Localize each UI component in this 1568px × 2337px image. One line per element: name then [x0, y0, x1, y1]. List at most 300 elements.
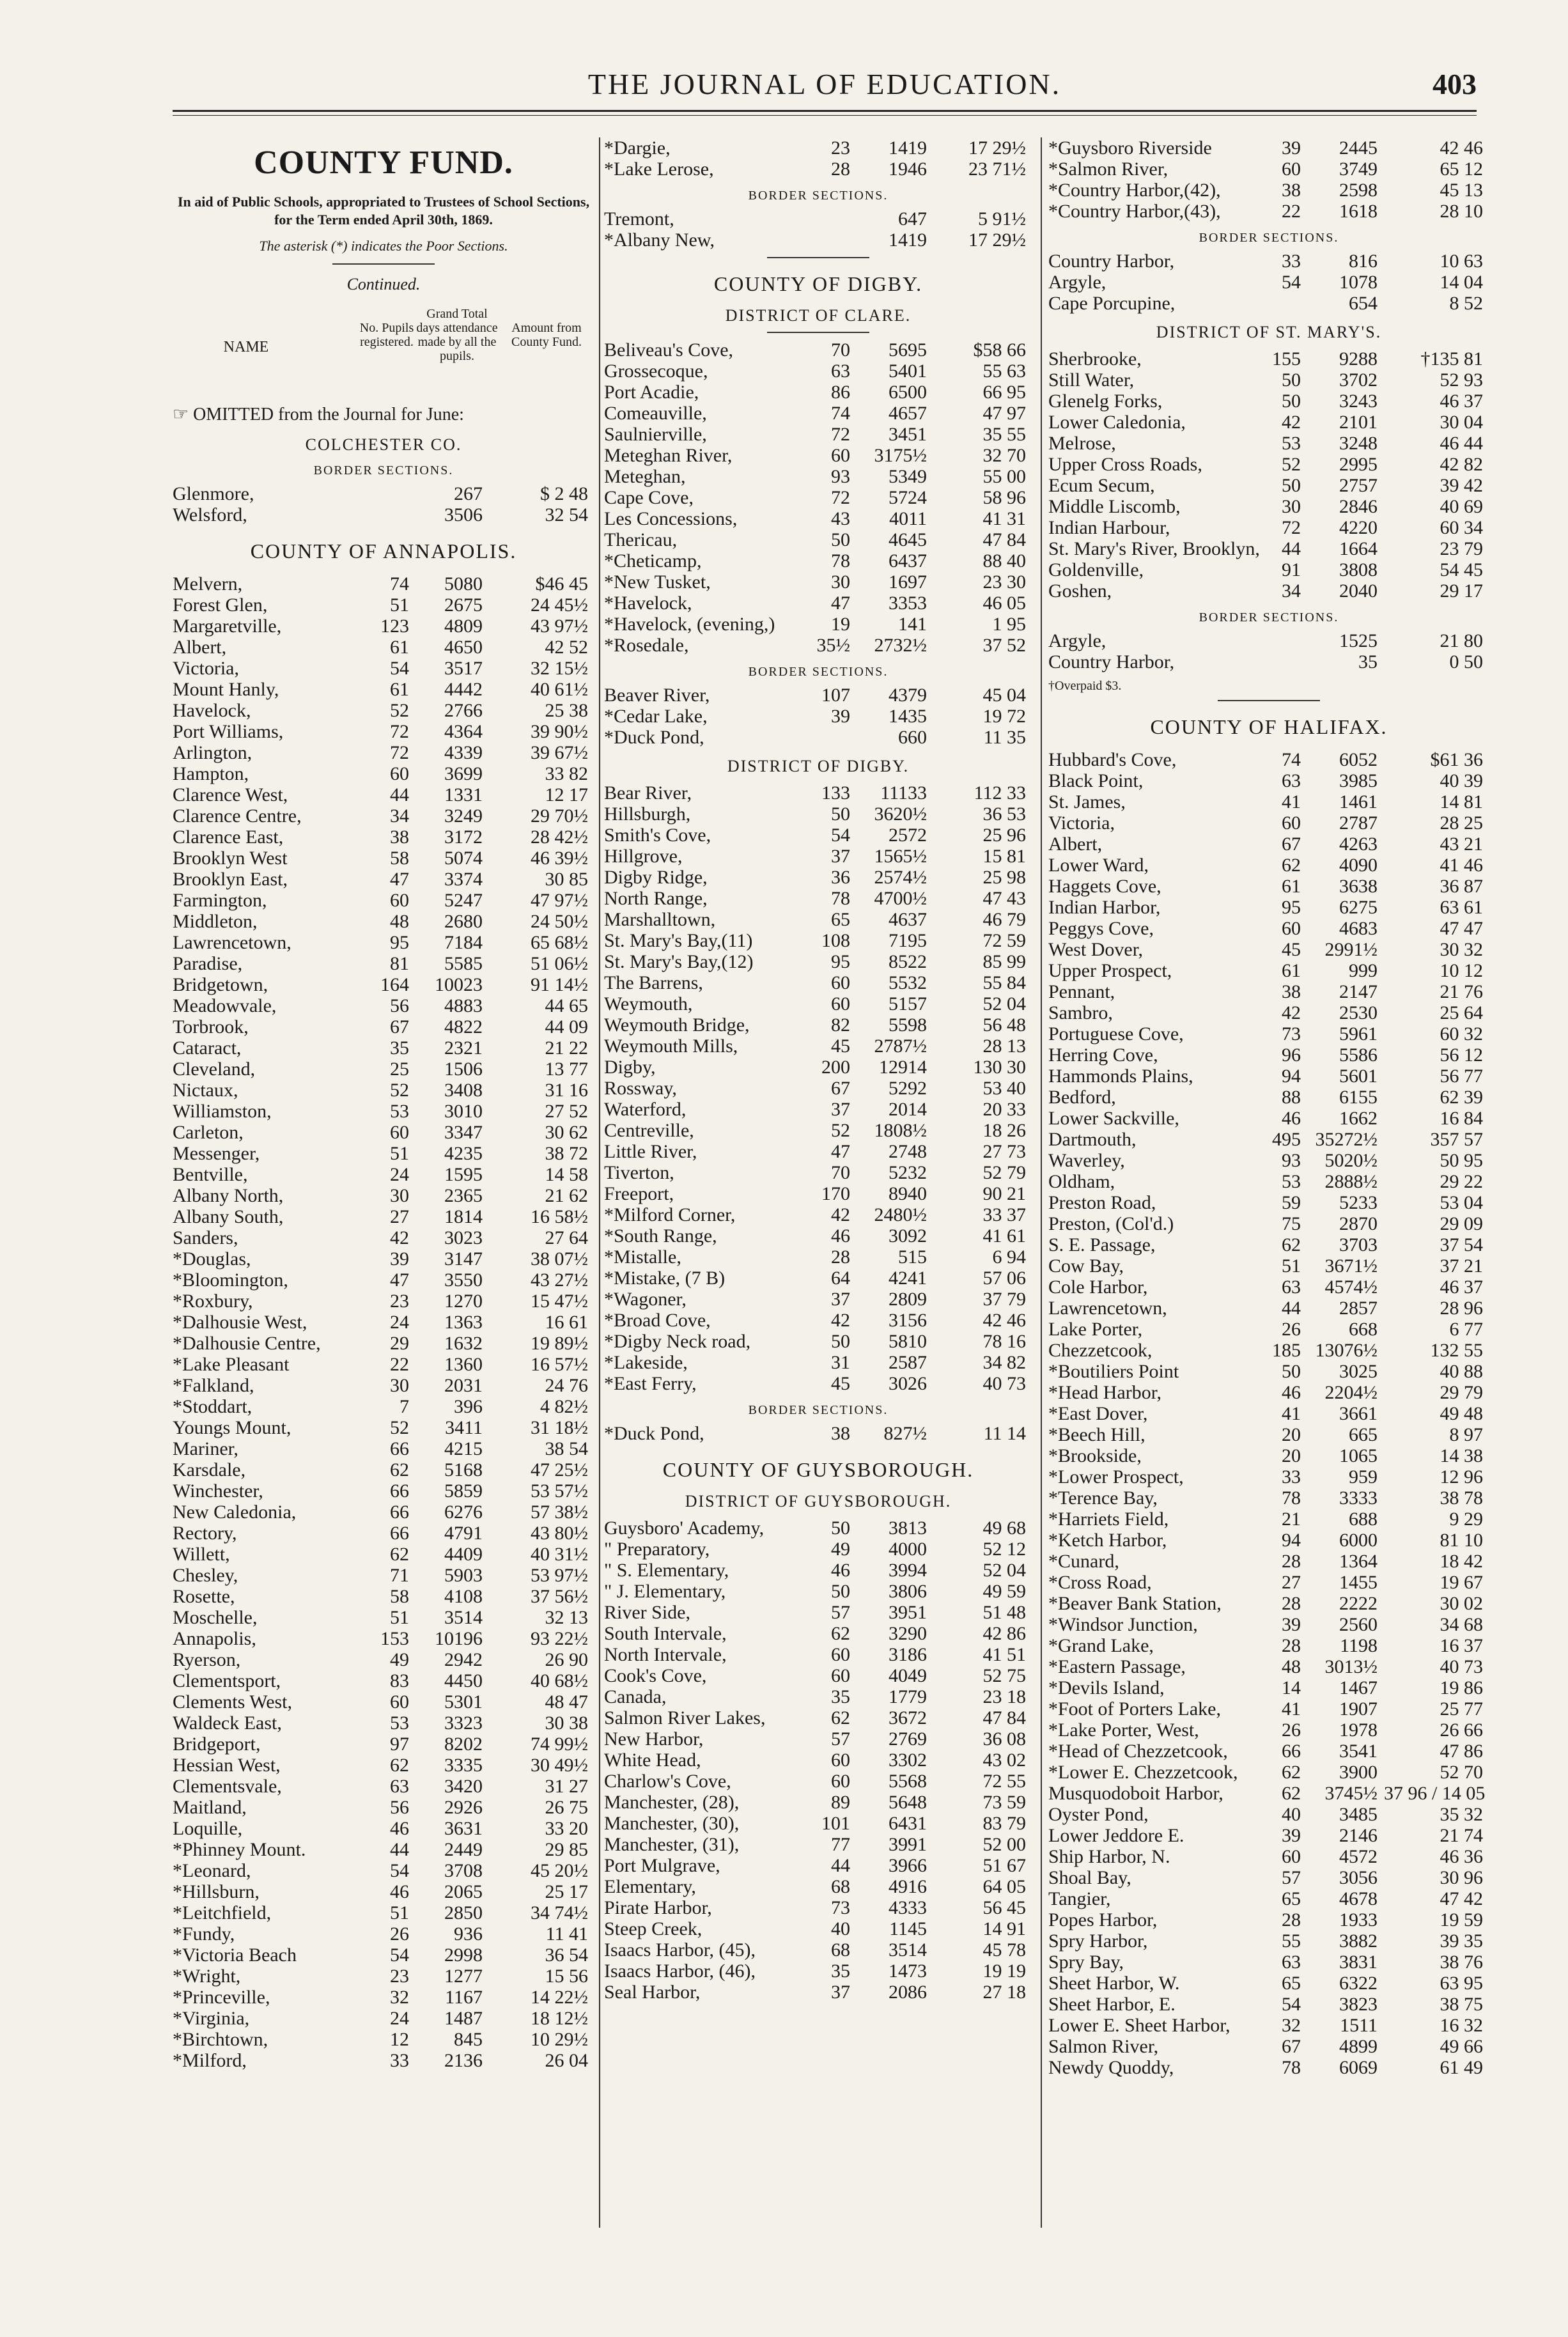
section-name: Ecum Secum, [1048, 475, 1155, 496]
pupils-count: 22 [390, 1354, 409, 1375]
days-total: 1473 [889, 1960, 927, 1982]
days-total: 1814 [444, 1206, 483, 1227]
pupils-count: 78 [831, 888, 850, 909]
days-total: 4409 [444, 1544, 483, 1565]
table-row [1048, 1783, 1489, 1804]
section-name: *Duck Pond, [604, 1423, 704, 1444]
amount: 90 21 [982, 1183, 1026, 1204]
table-row [173, 1966, 594, 1987]
days-total: 3186 [889, 1644, 927, 1665]
days-total: 3333 [1339, 1487, 1378, 1509]
table-row [173, 1269, 594, 1291]
section-name: *Terence Bay, [1048, 1487, 1158, 1509]
pupils-count: 53 [390, 1101, 409, 1122]
amount: 41 61 [982, 1225, 1026, 1246]
pupils-count: 39 [1282, 137, 1301, 159]
table-row [604, 403, 1032, 424]
pupils-count: 66 [390, 1438, 409, 1459]
amount: 53 57½ [531, 1480, 588, 1502]
amount: 30 02 [1440, 1593, 1483, 1614]
section-name: Victoria, [173, 658, 239, 679]
pupils-count: 24 [390, 2008, 409, 2029]
section-name: Moschelle, [173, 1607, 258, 1628]
pupils-count: 60 [1282, 1846, 1301, 1867]
section-name: Clements West, [173, 1691, 293, 1712]
section-name: *Cedar Lake, [604, 706, 708, 727]
days-total: 5401 [889, 361, 927, 382]
days-total: 3823 [1339, 1994, 1378, 2015]
section-name: Country Harbor, [1048, 651, 1175, 672]
section-name: Little River, [604, 1141, 697, 1162]
days-total: 3966 [889, 1855, 927, 1876]
amount: 23 71½ [968, 159, 1026, 180]
table-row [173, 848, 594, 869]
days-total: 2998 [444, 1945, 483, 1966]
amount: 30 38 [545, 1712, 588, 1734]
days-total: 1511 [1340, 2015, 1378, 2036]
col2-top-table [604, 137, 1032, 180]
pupils-count: 41 [1282, 1698, 1301, 1720]
pupils-count: 50 [831, 1581, 850, 1602]
amount: 31 16 [545, 1080, 588, 1101]
days-total: 3013½ [1324, 1656, 1378, 1677]
days-total: 2809 [889, 1289, 927, 1310]
table-row [604, 1771, 1032, 1792]
table-row [173, 1227, 594, 1248]
section-name: Ryerson, [173, 1649, 241, 1670]
pupils-count: 62 [1282, 855, 1301, 876]
pupils-count: 74 [1282, 749, 1301, 770]
header-name: NAME [223, 339, 269, 355]
pupils-count: 21 [1282, 1509, 1301, 1530]
pupils-count: 97 [390, 1734, 409, 1755]
days-total: 3249 [444, 805, 483, 827]
amount: 38 72 [545, 1143, 588, 1164]
table-row [1048, 201, 1489, 222]
days-total: 4657 [889, 403, 927, 424]
pupils-count: 54 [390, 658, 409, 679]
amount: 52 93 [1440, 369, 1483, 391]
halifax-table [1048, 749, 1489, 2078]
section-name: Marshalltown, [604, 909, 716, 930]
table-row [604, 1939, 1032, 1960]
section-name: Clarence Centre, [173, 805, 302, 827]
days-total: 959 [1349, 1466, 1378, 1487]
section-name: River Side, [604, 1602, 690, 1623]
pupils-count: 47 [390, 869, 409, 890]
section-name: Waterford, [604, 1099, 687, 1120]
table-row [173, 1902, 594, 1923]
section-name: Arlington, [173, 742, 252, 763]
section-name: Preston Road, [1048, 1192, 1156, 1213]
section-name: Haggets Cove, [1048, 876, 1161, 897]
page-number: 403 [1432, 68, 1477, 100]
pupils-count: 50 [831, 1518, 850, 1539]
pupils-count: 32 [1282, 2015, 1301, 2036]
days-total: 660 [898, 727, 927, 748]
section-name: " S. Elementary, [604, 1560, 729, 1581]
amount: 65 12 [1440, 159, 1483, 180]
table-row [604, 1141, 1032, 1162]
section-name: Waverley, [1048, 1150, 1125, 1171]
section-name: S. E. Passage, [1048, 1234, 1156, 1255]
pupils-count: 28 [1282, 1909, 1301, 1930]
amount: 55 84 [982, 972, 1026, 993]
days-total: 688 [1349, 1509, 1378, 1530]
days-total: 5859 [444, 1480, 483, 1502]
pupils-count: 42 [390, 1227, 409, 1248]
days-total: 4000 [889, 1539, 927, 1560]
amount: 26 90 [545, 1649, 588, 1670]
section-name: Country Harbor, [1048, 251, 1175, 272]
days-total: 4011 [889, 508, 927, 529]
table-row [1048, 1656, 1489, 1677]
header-rule-thin [173, 115, 1477, 116]
amount: 88 40 [982, 550, 1026, 571]
days-total: 1565½ [874, 846, 927, 867]
pupils-count: 41 [1282, 1403, 1301, 1424]
amount: 93 22½ [531, 1628, 588, 1649]
section-name: Ship Harbor, N. [1048, 1846, 1170, 1867]
section-name: Manchester, (28), [604, 1792, 740, 1813]
section-name: Middleton, [173, 911, 258, 932]
section-name: Hillgrove, [604, 846, 683, 867]
column-divider-2 [1041, 137, 1042, 2228]
asterisk-note: The asterisk (*) indicates the Poor Sections. [259, 238, 508, 254]
amount: 38 76 [1440, 1952, 1483, 1973]
days-total: 2222 [1339, 1593, 1378, 1614]
omitted-note: ☞ OMITTED from the Journal for June: [173, 405, 464, 424]
days-total: 5695 [889, 339, 927, 361]
section-name: *Lakeside, [604, 1352, 688, 1373]
days-total: 4442 [444, 679, 483, 700]
table-row [1048, 433, 1489, 454]
amount: 37 79 [982, 1289, 1026, 1310]
amount: 24 45½ [531, 594, 588, 616]
omitted-text: OMITTED from the Journal for June: [193, 405, 464, 424]
days-total: 1697 [889, 571, 927, 593]
table-row [173, 1185, 594, 1206]
days-total: 1363 [444, 1312, 483, 1333]
table-row [173, 1438, 594, 1459]
table-row [604, 1918, 1032, 1939]
table-row [1048, 1403, 1489, 1424]
table-row [1048, 630, 1489, 651]
amount: 38 07½ [531, 1248, 588, 1269]
table-row [604, 993, 1032, 1014]
section-name: Loquille, [173, 1818, 243, 1839]
days-total: 6276 [444, 1502, 483, 1523]
amount: 16 61 [545, 1312, 588, 1333]
pupils-count: 60 [1282, 159, 1301, 180]
pupils-count: 107 [821, 685, 850, 706]
table-row [604, 1602, 1032, 1623]
section-name: New Harbor, [604, 1728, 704, 1750]
days-total: 2014 [889, 1099, 927, 1120]
days-total: 1435 [889, 706, 927, 727]
column-2 [604, 137, 1032, 2003]
section-name: Mariner, [173, 1438, 238, 1459]
pupils-count: 30 [1282, 496, 1301, 517]
days-total: 2321 [444, 1037, 483, 1059]
section-name: *East Ferry, [604, 1373, 697, 1394]
days-total: 35 [1358, 651, 1378, 672]
table-row [604, 1539, 1032, 1560]
pupils-count: 30 [831, 571, 850, 593]
amount: 15 81 [982, 846, 1026, 867]
pupils-count: 52 [390, 1417, 409, 1438]
amount: 39 42 [1440, 475, 1483, 496]
divider [767, 332, 869, 333]
table-row [1048, 580, 1489, 602]
section-name: Freeport, [604, 1183, 674, 1204]
section-name: *South Range, [604, 1225, 717, 1246]
pupils-count: 60 [390, 1691, 409, 1712]
days-total: 2065 [444, 1881, 483, 1902]
amount: 29 79 [1440, 1382, 1483, 1403]
section-name: Cook's Cove, [604, 1665, 707, 1686]
amount: 53 04 [1440, 1192, 1483, 1213]
section-name: Newdy Quoddy, [1048, 2057, 1174, 2078]
amount: 65 68½ [531, 932, 588, 953]
section-name: Maitland, [173, 1797, 247, 1818]
amount: 46 36 [1440, 1846, 1483, 1867]
days-total: 5233 [1339, 1192, 1378, 1213]
section-name: Lower Caledonia, [1048, 412, 1186, 433]
pupils-count: 60 [831, 445, 850, 466]
amount: 45 78 [982, 1939, 1026, 1960]
section-name: Hubbard's Cove, [1048, 749, 1177, 770]
amount: 37 21 [1440, 1255, 1483, 1277]
days-total: 8522 [889, 951, 927, 972]
table-row [1048, 1593, 1489, 1614]
pupils-count: 54 [390, 1945, 409, 1966]
amount: 54 45 [1440, 559, 1483, 580]
section-name: Victoria, [1048, 812, 1115, 834]
amount: 16 32 [1440, 2015, 1483, 2036]
days-total: 5961 [1339, 1023, 1378, 1044]
table-row [1048, 855, 1489, 876]
pupils-count: 60 [390, 763, 409, 784]
table-row [604, 1834, 1032, 1855]
table-row [173, 616, 594, 637]
amount: 40 73 [1440, 1656, 1483, 1677]
amount: 49 48 [1440, 1403, 1483, 1424]
table-row [604, 1581, 1032, 1602]
pupils-count: 41 [1282, 791, 1301, 812]
section-name: Comeauville, [604, 403, 707, 424]
pupils-count: 35 [390, 1037, 409, 1059]
table-row [1048, 391, 1489, 412]
pupils-count: 44 [390, 784, 409, 805]
section-name: Upper Cross Roads, [1048, 454, 1202, 475]
section-name: Waldeck East, [173, 1712, 282, 1734]
days-total: 3745½ [1324, 1783, 1378, 1804]
section-name: Spry Harbor, [1048, 1930, 1148, 1952]
amount: 32 13 [545, 1607, 588, 1628]
amount: 30 62 [545, 1122, 588, 1143]
section-name: *Hillsburn, [173, 1881, 260, 1902]
table-row [1048, 1361, 1489, 1382]
section-name: Les Concessions, [604, 508, 738, 529]
table-row [1048, 1698, 1489, 1720]
section-name: Isaacs Harbor, (45), [604, 1939, 756, 1960]
section-name: North Range, [604, 888, 708, 909]
pupils-count: 46 [831, 1560, 850, 1581]
table-row [604, 1792, 1032, 1813]
amount: 25 64 [1440, 1002, 1483, 1023]
journal-title: THE JOURNAL OF EDUCATION. [587, 68, 1062, 100]
section-name: Karsdale, [173, 1459, 246, 1480]
days-total: 10023 [435, 974, 483, 995]
days-total: 999 [1349, 960, 1378, 981]
table-row [1048, 1677, 1489, 1698]
days-total: 2204½ [1324, 1382, 1378, 1403]
header-amount: Amount from County Fund. [511, 321, 582, 349]
amount: 47 43 [982, 888, 1026, 909]
section-name: St. Mary's Bay,(11) [604, 930, 753, 951]
amount: 51 48 [982, 1602, 1026, 1623]
section-name: *Bloomington, [173, 1269, 288, 1291]
days-total: 4108 [444, 1586, 483, 1607]
days-total: 3353 [889, 593, 927, 614]
amount: 39 90½ [531, 721, 588, 742]
table-row [173, 1818, 594, 1839]
table-row [604, 159, 1032, 180]
days-total: 6155 [1339, 1087, 1378, 1108]
pupils-count: 123 [380, 616, 409, 637]
clare-table [604, 339, 1032, 656]
amount: 49 59 [982, 1581, 1026, 1602]
table-row [604, 888, 1032, 909]
days-total: 2560 [1339, 1614, 1378, 1635]
amount: 38 78 [1440, 1487, 1483, 1509]
table-row [173, 1143, 594, 1164]
days-total: 4916 [889, 1876, 927, 1897]
days-total: 3347 [444, 1122, 483, 1143]
section-name: Sheet Harbor, E. [1048, 1994, 1176, 2015]
section-name: St. Mary's Bay,(12) [604, 951, 754, 972]
table-row [173, 1037, 594, 1059]
table-row [173, 1206, 594, 1227]
section-name: *East Dover, [1048, 1403, 1148, 1424]
amount: 52 12 [982, 1539, 1026, 1560]
table-row [1048, 369, 1489, 391]
pupils-count: 72 [831, 487, 850, 508]
amount: 28 96 [1440, 1298, 1483, 1319]
days-total: 4678 [1339, 1888, 1378, 1909]
table-row [604, 1331, 1032, 1352]
amount: †135 81 [1420, 348, 1483, 369]
amount: 14 91 [982, 1918, 1026, 1939]
section-name: Weymouth, [604, 993, 693, 1014]
table-row [1048, 1952, 1489, 1973]
amount: 37 56½ [531, 1586, 588, 1607]
table-row [1048, 1066, 1489, 1087]
pupils-count: 60 [390, 890, 409, 911]
days-total: 4339 [444, 742, 483, 763]
section-name: *Rosedale, [604, 635, 689, 656]
table-row [604, 1750, 1032, 1771]
table-row [1048, 1171, 1489, 1192]
pupils-count: 170 [821, 1183, 850, 1204]
days-total: 4450 [444, 1670, 483, 1691]
pupils-count: 50 [1282, 369, 1301, 391]
table-row [604, 1813, 1032, 1834]
section-name: Lower Ward, [1048, 855, 1149, 876]
section-name: *Windsor Junction, [1048, 1614, 1198, 1635]
days-total: 1467 [1339, 1677, 1378, 1698]
section-name: *Duck Pond, [604, 727, 704, 748]
section-name: Salmon River, [1048, 2036, 1159, 2057]
table-row [604, 1373, 1032, 1394]
section-name: *Falkland, [173, 1375, 254, 1396]
section-name: Bedford, [1048, 1087, 1116, 1108]
table-row [173, 827, 594, 848]
section-name: Cataract, [173, 1037, 242, 1059]
amount: 30 32 [1440, 939, 1483, 960]
days-total: 5292 [889, 1078, 927, 1099]
amount: 17 29½ [968, 137, 1026, 159]
table-row [173, 974, 594, 995]
days-total: 11133 [880, 782, 927, 804]
amount: 28 10 [1440, 201, 1483, 222]
days-total: 4364 [444, 721, 483, 742]
amount: 24 50½ [531, 911, 588, 932]
days-total: 3951 [889, 1602, 927, 1623]
amount: 49 68 [982, 1518, 1026, 1539]
pupils-count: 63 [1282, 770, 1301, 791]
pupils-count: 50 [831, 1331, 850, 1352]
pupils-count: 47 [831, 1141, 850, 1162]
days-total: 6000 [1339, 1530, 1378, 1551]
section-name: North Intervale, [604, 1644, 727, 1665]
section-name: Digby, [604, 1057, 656, 1078]
amount: 43 02 [982, 1750, 1026, 1771]
section-name: *Victoria Beach [173, 1945, 297, 1966]
section-name: Clementsvale, [173, 1776, 282, 1797]
table-row [173, 1923, 594, 1945]
section-name: Lower Jeddore E. [1048, 1825, 1184, 1846]
days-total: 6500 [889, 382, 927, 403]
table-row [604, 593, 1032, 614]
amount: 53 40 [982, 1078, 1026, 1099]
amount: 0 50 [1449, 651, 1483, 672]
days-total: 1487 [444, 2008, 483, 2029]
days-total: 6275 [1339, 897, 1378, 918]
pupils-count: 7 [400, 1396, 409, 1417]
pupils-count: 30 [390, 1375, 409, 1396]
table-row [604, 1423, 1032, 1444]
pupils-count: 46 [1282, 1108, 1301, 1129]
section-name: Middle Liscomb, [1048, 496, 1181, 517]
table-row [173, 1755, 594, 1776]
amount: 14 58 [545, 1164, 588, 1185]
annapolis-table [173, 573, 594, 2071]
table-row [1048, 876, 1489, 897]
section-name: Messenger, [173, 1143, 260, 1164]
amount: 23 79 [1440, 538, 1483, 559]
pupils-count: 65 [1282, 1973, 1301, 1994]
days-total: 4883 [444, 995, 483, 1016]
days-total: 4822 [444, 1016, 483, 1037]
pupils-count: 78 [831, 550, 850, 571]
section-name: Nictaux, [173, 1080, 238, 1101]
amount: 5 91½ [978, 208, 1026, 229]
days-total: 3420 [444, 1776, 483, 1797]
days-total: 5724 [889, 487, 927, 508]
days-total: 3374 [444, 869, 483, 890]
